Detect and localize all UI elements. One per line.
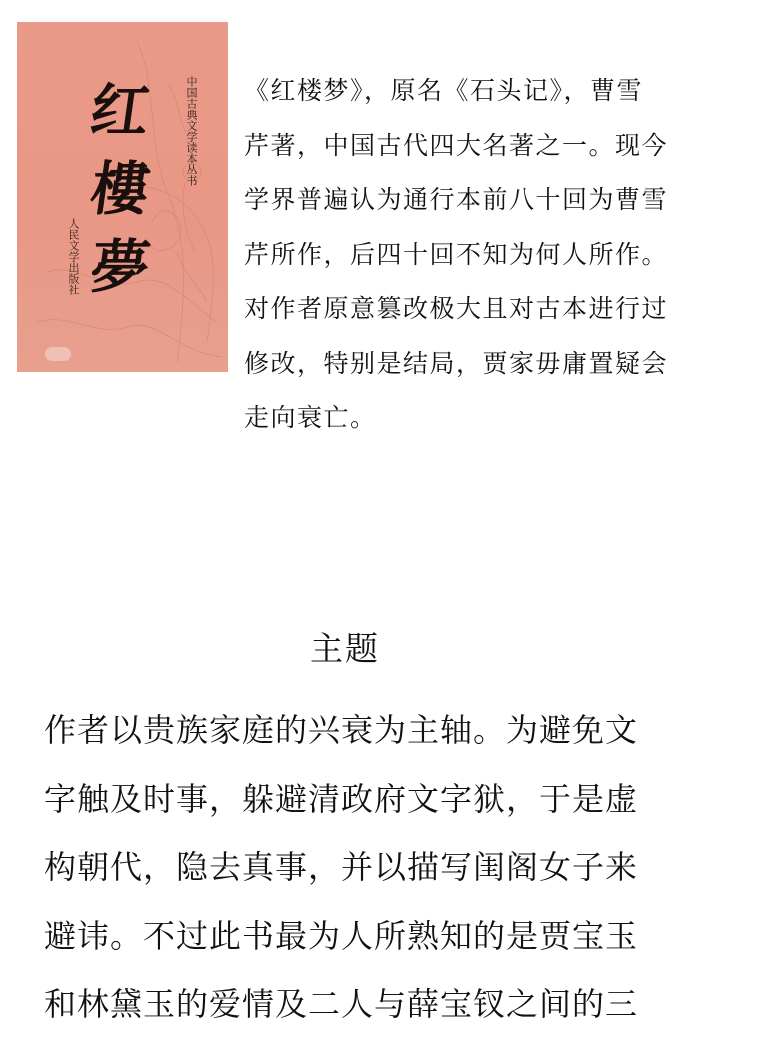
body-line: 作者以贵族家庭的兴衰为主轴。为避免文 [44,711,639,749]
body-line: 和林黛玉的爱情及二人与薛宝钗之间的三 [44,985,639,1023]
cover-series-label: 中国古典文学读本丛书 [185,76,198,186]
intro-line: 芹所作，后四十回不知为何人所作。 [244,239,669,269]
cover-publisher-label: 人民文学出版社 [67,218,80,295]
intro-line: 对作者原意篡改极大且对古本进行过 [244,294,669,323]
intro-line: 修改，特别是结局，贾家毋庸置疑会 [244,348,669,378]
cover-title [75,72,165,306]
cover-title-char-2: 樓 [86,155,154,223]
intro-line: 芹著，中国古代四大名著之一。现今 [244,130,669,160]
cover-title-char-1: 红 [86,77,154,145]
body-line: 构朝代，隐去真事，并以描写闺阁女子来 [44,848,639,886]
watermark-logo [45,347,71,361]
intro-paragraph [244,64,724,446]
section-heading: 主题 [310,629,380,668]
book-cover-image [17,22,228,372]
body-line: 字触及时事，躲避清政府文字狱，于是虚 [44,779,639,818]
cover-title-char-3: 夢 [86,233,154,301]
intro-line: 《红楼梦》，原名《石头记》，曹雪 [244,76,644,105]
intro-line: 走向衰亡。 [244,403,377,432]
body-line: 避讳。不过此书最为人所熟知的是贾宝玉 [44,916,639,955]
theme-paragraph [44,696,734,1039]
intro-line: 学界普遍认为通行本前八十回为曹雪 [244,185,669,214]
